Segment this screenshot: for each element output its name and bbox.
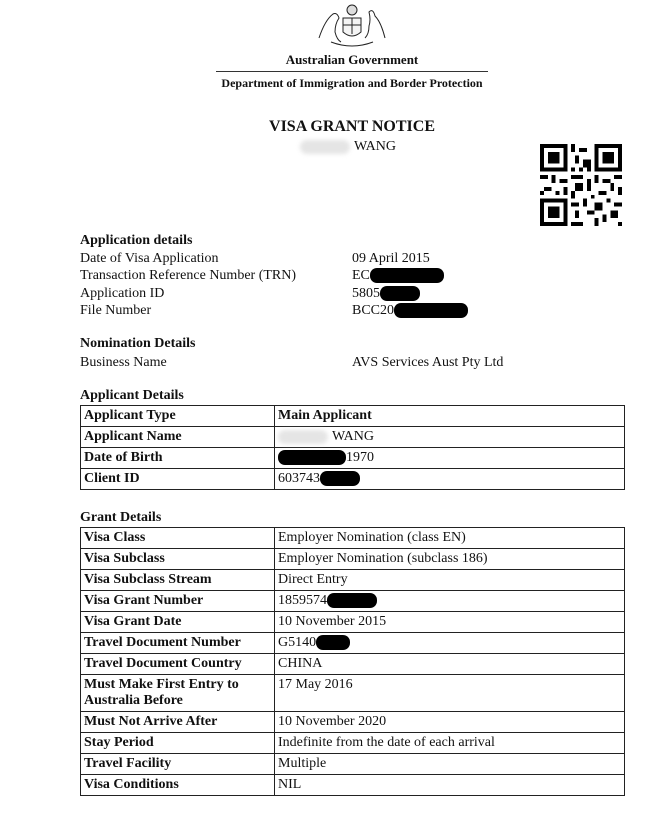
holder-surname: WANG (354, 139, 396, 154)
table-row (81, 448, 625, 469)
application-id-label: Application ID (80, 286, 165, 301)
date-of-birth-label: Date of Birth (81, 448, 275, 469)
visa-grant-number-label: Visa Grant Number (81, 591, 275, 612)
visa-class-label: Visa Class (81, 528, 275, 549)
visa-subclass-stream-label: Visa Subclass Stream (81, 570, 275, 591)
travel-document-number-value (275, 633, 625, 654)
date-of-birth-value (275, 448, 625, 469)
visa-subclass-value: Employer Nomination (subclass 186) (275, 549, 625, 570)
must-not-arrive-after-value: 10 November 2020 (275, 712, 625, 733)
date-of-application-label: Date of Visa Application (80, 251, 219, 266)
visa-conditions-label: Visa Conditions (81, 775, 275, 796)
table-row (81, 775, 625, 796)
client-id-label: Client ID (81, 469, 275, 490)
table-row (81, 654, 625, 675)
header-divider (216, 71, 488, 72)
visa-grant-date-label: Visa Grant Date (81, 612, 275, 633)
travel-document-number-visible-part: G5140 (278, 635, 317, 650)
application-id-value (352, 285, 420, 302)
notice-title: VISA GRANT NOTICE (269, 118, 435, 135)
business-name-label: Business Name (80, 355, 167, 370)
visa-holder-name (300, 139, 396, 155)
business-name-value: AVS Services Aust Pty Ltd (352, 355, 504, 370)
department-name: Department of Immigration and Border Protection (221, 76, 483, 90)
applicant-type-label: Applicant Type (81, 406, 275, 427)
applicant-type-value: Main Applicant (275, 406, 625, 427)
trn-value (352, 267, 444, 284)
visa-class-value: Employer Nomination (class EN) (275, 528, 625, 549)
government-name: Australian Government (285, 52, 419, 67)
nomination-details-heading: Nomination Details (80, 336, 196, 351)
applicant-surname: WANG (332, 429, 374, 444)
table-row (81, 570, 625, 591)
redaction-bar (316, 635, 350, 650)
table-row (81, 675, 625, 712)
file-number-value (352, 302, 468, 319)
redaction-bar (394, 303, 468, 318)
applicant-details-table (80, 405, 625, 490)
redaction-bar (370, 268, 444, 283)
table-row (81, 633, 625, 654)
travel-document-country-label: Travel Document Country (81, 654, 275, 675)
blurred-given-name (300, 140, 350, 154)
application-id-visible-part: 5805 (352, 286, 380, 301)
redaction-bar (278, 450, 346, 465)
table-row (81, 427, 625, 448)
applicant-name-label: Applicant Name (81, 427, 275, 448)
travel-document-country-value: CHINA (275, 654, 625, 675)
travel-facility-value: Multiple (275, 754, 625, 775)
visa-conditions-value: NIL (275, 775, 625, 796)
client-id-visible-part: 603743 (278, 471, 320, 486)
stay-period-value: Indefinite from the date of each arrival (275, 733, 625, 754)
visa-grant-date-value: 10 November 2015 (275, 612, 625, 633)
applicant-details-heading: Applicant Details (80, 388, 184, 403)
table-row (81, 712, 625, 733)
visa-subclass-label: Visa Subclass (81, 549, 275, 570)
table-row (81, 612, 625, 633)
qr-code-icon (540, 144, 622, 226)
trn-label: Transaction Reference Number (TRN) (80, 268, 297, 283)
table-row (81, 406, 625, 427)
visa-grant-number-value (275, 591, 625, 612)
date-of-birth-visible-part: 1970 (346, 450, 374, 465)
file-number-label: File Number (80, 303, 152, 318)
first-entry-before-value: 17 May 2016 (275, 675, 625, 712)
visa-grant-number-visible-part: 1859574 (278, 593, 327, 608)
table-row (81, 591, 625, 612)
client-id-value (275, 469, 625, 490)
redaction-bar (320, 471, 360, 486)
table-row (81, 528, 625, 549)
table-row (81, 754, 625, 775)
grant-details-table (80, 527, 625, 796)
table-row (81, 733, 625, 754)
must-not-arrive-after-label: Must Not Arrive After (81, 712, 275, 733)
grant-details-heading: Grant Details (80, 510, 162, 525)
visa-subclass-stream-value: Direct Entry (275, 570, 625, 591)
first-entry-before-label: Must Make First Entry to Australia Before (81, 675, 275, 712)
travel-facility-label: Travel Facility (81, 754, 275, 775)
blurred-given-name (278, 430, 328, 444)
travel-document-number-label: Travel Document Number (81, 633, 275, 654)
trn-visible-part: EC (352, 268, 370, 283)
file-number-visible-part: BCC20 (352, 303, 395, 318)
stay-period-label: Stay Period (81, 733, 275, 754)
applicant-name-value (275, 427, 625, 448)
table-row (81, 469, 625, 490)
table-row (81, 549, 625, 570)
coat-of-arms-icon (313, 0, 391, 50)
date-of-application-value: 09 April 2015 (352, 251, 430, 266)
redaction-bar (327, 593, 377, 608)
application-details-heading: Application details (80, 233, 193, 248)
redaction-bar (380, 286, 420, 301)
